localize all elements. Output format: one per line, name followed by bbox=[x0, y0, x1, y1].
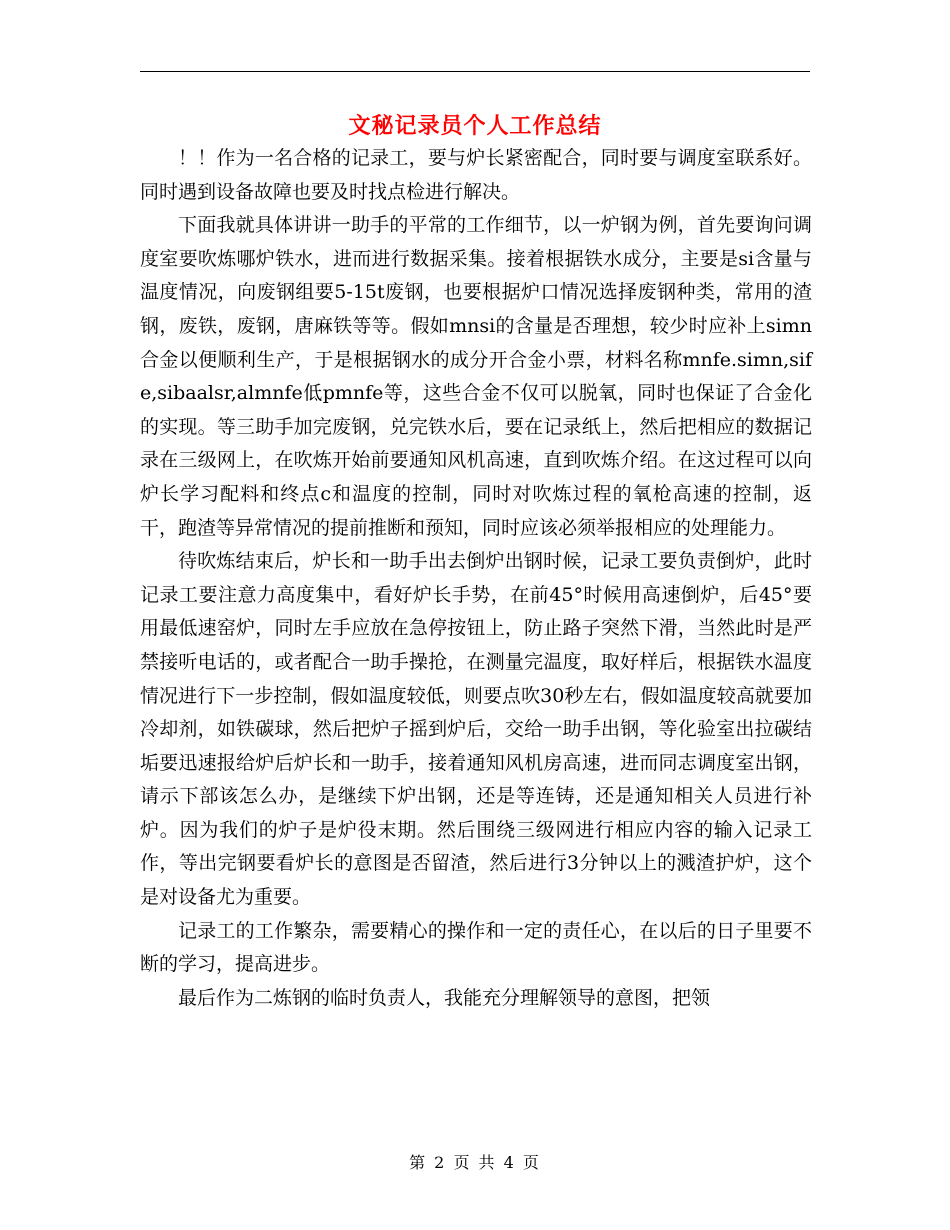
paragraph-5: 最后作为二炼钢的临时负责人，我能充分理解领导的意图，把领 bbox=[178, 986, 711, 1009]
header-rule bbox=[140, 71, 810, 72]
page-number: 第 2 页 共 4 页 bbox=[409, 1153, 541, 1172]
paragraph-4: 记录工的工作繁杂，需要精心的操作和一定的责任心，在以后的日子里要不断的学习，提高进步。 bbox=[140, 919, 812, 976]
document-title: 文秘记录员个人工作总结 bbox=[348, 113, 602, 139]
document-body bbox=[140, 142, 812, 1015]
paragraph-2: 下面我就具体讲讲一助手的平常的工作细节，以一炉钢为例，首先要询问调度室要吹炼哪炉铁水，进而进行数据采集。接着根据铁水成分，主要是si含量与温度情况，向废钢组要5-15t废钢，也要根据炉口情况选择废钢种类，常用的渣钢，废铁，废钢，唐麻铁等等。假如mnsi的含量是否理想，较少时应补上simn合金以便顺利生产，于是根据钢水的成分开合金小票，材料名称mnfe.simn,sife,sibaalsr,almnfe低pmnfe等，这些合金不仅可以脱氧，同时也保证了合金化的实现。等三助手加完废钢，兑完铁水后，要在记录纸上，然后把相应的数据记录在三级网上，在吹炼开始前要通知风机高速，直到吹炼介绍。在这过程可以向炉长学习配料和终点c和温度的控制，同时对吹炼过程的氧枪高速的控制，返干，跑渣等异常情况的提前推断和预知，同时应该必须举报相应的处理能力。 bbox=[140, 214, 812, 539]
paragraph-1: ！！作为一名合格的记录工，要与炉长紧密配合，同时要与调度室联系好。同时遇到设备故障也要及时找点检进行解决。 bbox=[140, 147, 812, 203]
paragraph-3: 待吹炼结束后，炉长和一助手出去倒炉出钢时候，记录工要负责倒炉，此时记录工要注意力高度集中，看好炉长手势，在前45°时候用高速倒炉，后45°要用最低速窑炉，同时左手应放在急停按钮上，防止路子突然下滑，当然此时是严禁接听电话的，或者配合一助手操抢，在测量完温度，取好样后，根据铁水温度情况进行下一步控制，假如温度较低，则要点吹30秒左右，假如温度较高就要加冷却剂，如铁碳球，然后把炉子摇到炉后，交给一助手出钢，等化验室出拉碳结垢要迅速报给炉后炉长和一助手，接着通知风机房高速，进而同志调度室出钢，请示下部该怎么办，是继续下炉出钢，还是等连铸，还是通知相关人员进行补炉。因为我们的炉子是炉役末期。然后围绕三级网进行相应内容的输入记录工作，等出完钢要看炉长的意图是否留渣，然后进行3分钟以上的溅渣护炉，这个是对设备尤为重要。 bbox=[140, 550, 812, 909]
